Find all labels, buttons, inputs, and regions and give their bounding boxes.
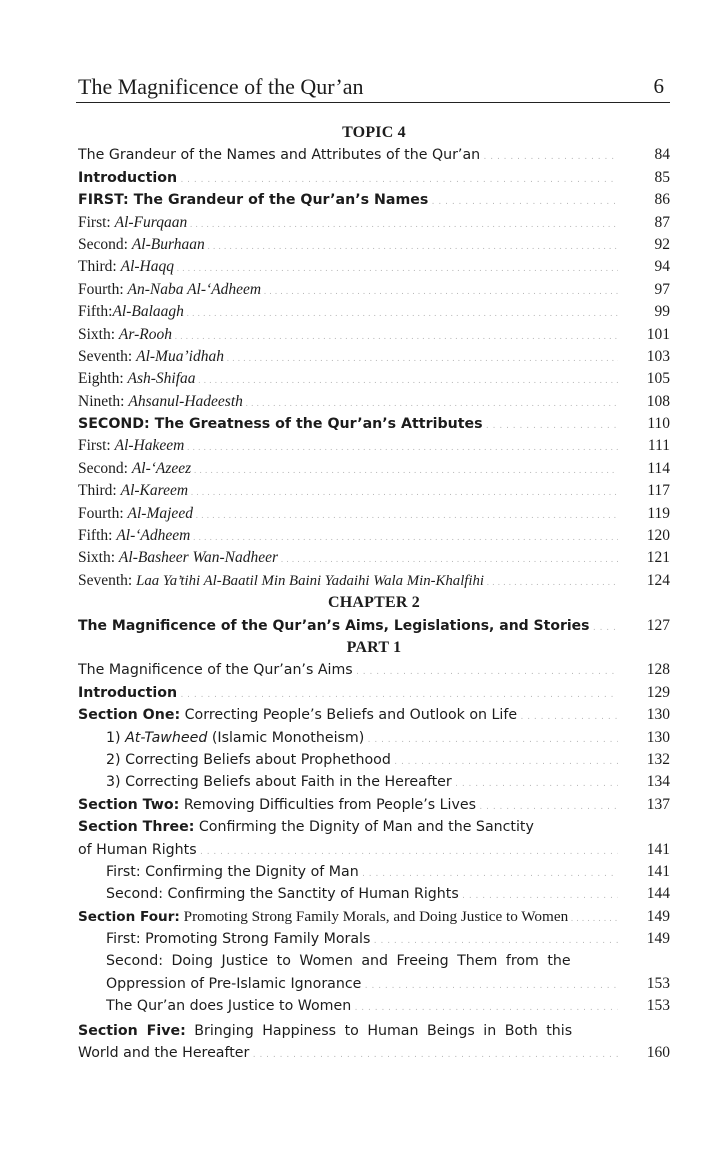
- entry-name: Al-‘Adheem: [116, 527, 191, 545]
- entry-label: First:: [78, 437, 115, 455]
- toc-entry[interactable]: [78, 615, 670, 637]
- entry-label: Nineth:: [78, 392, 129, 410]
- entry-name: Al-‘Azeez: [131, 459, 192, 477]
- toc-entry[interactable]: [78, 749, 670, 771]
- entry-page: 85: [654, 168, 670, 186]
- entry-page: 153: [646, 974, 670, 992]
- entry-label: Section Five:: [78, 1022, 186, 1039]
- entry-page: 97: [654, 280, 670, 298]
- entry-name: Laa Ya’tihi Al-Baatil Min Baini Yadaihi Wala Min-Khalfihi: [136, 572, 485, 589]
- entry-page: 130: [646, 728, 670, 746]
- entry-title: [78, 346, 618, 369]
- toc-entry[interactable]: [78, 301, 670, 323]
- entry-title: [78, 1020, 618, 1067]
- entry-title: [78, 391, 618, 414]
- toc-entry[interactable]: [78, 279, 670, 301]
- entry-page: 92: [654, 235, 670, 253]
- entry-page: 149: [646, 930, 670, 948]
- entry-label: Third:: [78, 258, 121, 276]
- toc-entry[interactable]: [78, 234, 670, 256]
- entry-page: 120: [646, 527, 670, 545]
- toc-entry[interactable]: [78, 570, 670, 592]
- page-number: 6: [653, 74, 664, 98]
- entry-title: The Magnificence of the Qur’an’s Aims . . .: [78, 659, 618, 683]
- entry-title: [78, 234, 618, 257]
- entry-name: Al-Mua’idhah: [136, 347, 224, 365]
- entry-title: [78, 816, 618, 863]
- entry-label: Fourth:: [78, 280, 128, 298]
- entry-label: Third:: [78, 482, 121, 500]
- entry-page: 132: [646, 750, 670, 768]
- toc-entry[interactable]: [78, 906, 670, 928]
- entry-title: Second: Confirming the Sanctity of Human Rights . . .: [106, 883, 618, 907]
- entry-label: Sixth:: [78, 325, 119, 343]
- entry-rest: Correcting People’s Beliefs and Outlook on Life: [180, 707, 518, 724]
- entry-page: 105: [646, 370, 670, 388]
- entry-page: 134: [646, 773, 670, 791]
- entry-line-1: [78, 1020, 618, 1042]
- entry-title: [78, 906, 618, 929]
- toc-entry[interactable]: [78, 144, 670, 166]
- toc-entry[interactable]: [78, 928, 670, 950]
- entry-page: 128: [646, 661, 670, 679]
- entry-title: [106, 727, 618, 751]
- entry-page: 124: [646, 571, 670, 589]
- entry-page: 137: [646, 795, 670, 813]
- toc-entry[interactable]: [78, 368, 670, 390]
- toc-entry[interactable]: [78, 861, 670, 883]
- entry-title: [78, 503, 618, 526]
- entry-page: 160: [646, 1044, 670, 1062]
- entry-label: Eighth:: [78, 370, 128, 388]
- entry-title: [78, 212, 618, 235]
- toc-entry[interactable]: [78, 391, 670, 413]
- toc-entry[interactable]: [78, 346, 670, 368]
- entry-page: 84: [654, 146, 670, 164]
- entry-title: Introduction . . .: [78, 682, 618, 706]
- running-header: [78, 74, 668, 102]
- entry-rest: Promoting Strong Family Morals, and Doing Justice to Women: [179, 907, 569, 925]
- entry-page: 111: [647, 437, 670, 455]
- toc-entry[interactable]: [78, 794, 670, 816]
- toc-entry[interactable]: [78, 212, 670, 234]
- entry-label: Fifth:: [78, 527, 117, 545]
- heading-part-1: PART 1: [346, 638, 402, 656]
- entry-page: 119: [647, 504, 670, 522]
- entry-rest: Confirming the Dignity of Man and the Sanctity: [194, 819, 534, 836]
- toc-entry[interactable]: [78, 704, 670, 726]
- entry-page: 110: [647, 415, 670, 433]
- entry-title: SECOND: The Greatness of the Qur’an’s Attributes . . .: [78, 413, 618, 437]
- toc-entry[interactable]: [78, 167, 670, 189]
- entry-label: Fourth:: [78, 504, 128, 522]
- toc-entry[interactable]: [78, 547, 670, 569]
- entry-page: 153: [646, 997, 670, 1015]
- entry-label: First:: [78, 213, 115, 231]
- entry-title: 2) Correcting Beliefs about Prophethood . . .: [106, 749, 618, 773]
- entry-title: [78, 301, 618, 324]
- entry-title: [78, 256, 618, 279]
- entry-title: First: Promoting Strong Family Morals . . .: [106, 928, 618, 952]
- entry-name: Al-Hakeem: [114, 437, 185, 455]
- entry-title: [78, 458, 618, 481]
- entry-title: [78, 704, 618, 728]
- entry-label: Section One:: [78, 707, 181, 724]
- toc-entry[interactable]: [78, 413, 670, 435]
- toc-entry[interactable]: [78, 480, 670, 502]
- entry-name: Al-Furqaan: [114, 213, 188, 231]
- table-of-contents: [78, 122, 670, 1064]
- toc-entry[interactable]: [78, 727, 670, 749]
- entry-name: Al-Basheer Wan-Nadheer: [118, 549, 279, 567]
- entry-label: Second:: [78, 459, 132, 477]
- entry-page: 129: [646, 683, 670, 701]
- entry-line-2: World and the Hereafter . . .: [78, 1042, 618, 1066]
- entry-label: 1): [106, 729, 126, 746]
- entry-name: Al-Balaagh: [112, 303, 184, 321]
- entry-name: Ar-Rooh: [118, 325, 172, 343]
- toc-entry[interactable]: [78, 1020, 670, 1065]
- entry-label: Seventh:: [78, 347, 137, 365]
- entry-rest: Removing Difficulties from People’s Lives: [179, 796, 477, 813]
- entry-name: An-Naba Al-‘Adheem: [127, 280, 262, 298]
- entry-page: 87: [654, 213, 670, 231]
- entry-page: 114: [647, 459, 670, 477]
- entry-page: 141: [646, 862, 670, 880]
- entry-label: Seventh:: [78, 571, 137, 589]
- toc-entry[interactable]: [78, 458, 670, 480]
- entry-name: Al-Haqq: [120, 258, 175, 276]
- toc-entry[interactable]: [78, 883, 670, 905]
- entry-page: 94: [654, 258, 670, 276]
- entry-line-1: [78, 816, 618, 838]
- entry-title: The Magnificence of the Qur’an’s Aims, Legislations, and Stories . . .: [78, 615, 618, 639]
- entry-title: [78, 368, 618, 391]
- entry-label: Section Two:: [78, 796, 180, 813]
- entry-rest: (Islamic Monotheism): [207, 729, 365, 746]
- entry-page: 99: [654, 303, 670, 321]
- entry-page: 121: [646, 549, 670, 567]
- entry-page: 117: [647, 482, 670, 500]
- entry-title: [78, 435, 618, 458]
- toc-entry[interactable]: [78, 256, 670, 278]
- toc-entry[interactable]: [78, 659, 670, 681]
- entry-title: The Grandeur of the Names and Attributes of the Qur’an . . .: [78, 144, 618, 168]
- entry-page: 108: [646, 392, 670, 410]
- entry-name: Al-Kareem: [120, 482, 189, 500]
- entry-name: Ash-Shifaa: [127, 370, 196, 388]
- entry-page: 141: [646, 840, 670, 858]
- entry-line-2: Oppression of Pre-Islamic Ignorance . . .: [106, 973, 618, 997]
- entry-name: Al-Majeed: [127, 504, 193, 522]
- entry-title: [106, 950, 618, 997]
- entry-title: Introduction . . .: [78, 167, 618, 191]
- entry-page: 101: [646, 325, 670, 343]
- entry-rest: Bringing Happiness to Human Beings in Both this: [185, 1022, 573, 1039]
- entry-line-2: of Human Rights . . .: [78, 839, 618, 863]
- entry-title: [78, 547, 618, 570]
- toc-entry[interactable]: [78, 682, 670, 704]
- toc-entry[interactable]: [78, 324, 670, 346]
- entry-page: 127: [646, 616, 670, 634]
- entry-page: 144: [646, 885, 670, 903]
- header-rule: [76, 102, 670, 103]
- entry-label: Fifth:: [78, 303, 113, 321]
- entry-page: 103: [646, 347, 670, 365]
- toc-entry[interactable]: [78, 950, 670, 995]
- toc-entry[interactable]: [78, 771, 670, 793]
- entry-title: The Qur’an does Justice to Women . . .: [106, 995, 618, 1019]
- entry-name: Ahsanul-Hadeesth: [128, 392, 243, 410]
- heading-chapter-2: CHAPTER 2: [327, 594, 421, 612]
- entry-label: Section Three:: [78, 819, 195, 836]
- toc-entry[interactable]: [78, 189, 670, 211]
- entry-title: First: Confirming the Dignity of Man . . .: [106, 861, 618, 885]
- entry-page: 149: [646, 907, 670, 925]
- toc-entry[interactable]: [78, 503, 670, 525]
- toc-entry[interactable]: [78, 525, 670, 547]
- entry-title: [78, 794, 618, 818]
- book-title: The Magnificence of the Qur’an: [78, 74, 364, 99]
- entry-label: Second:: [78, 235, 132, 253]
- toc-entry[interactable]: [78, 995, 670, 1017]
- toc-entry[interactable]: [78, 816, 670, 861]
- heading-topic-4: TOPIC 4: [342, 124, 406, 141]
- entry-name: At-Tawheed: [125, 729, 208, 746]
- entry-page: 86: [654, 191, 670, 209]
- entry-line-1: Second: Doing Justice to Women and Freeing Them from the: [106, 953, 571, 970]
- toc-entry[interactable]: [78, 435, 670, 457]
- entry-title: [78, 279, 618, 302]
- entry-title: [78, 525, 618, 548]
- entry-label: Sixth:: [78, 549, 119, 567]
- entry-label: Section Four:: [78, 908, 180, 925]
- entry-title: 3) Correcting Beliefs about Faith in the Hereafter . . .: [106, 771, 618, 795]
- entry-title: [78, 324, 618, 347]
- entry-title: FIRST: The Grandeur of the Qur’an’s Names . . .: [78, 189, 618, 213]
- entry-title: [78, 480, 618, 503]
- entry-name: Al-Burhaan: [131, 235, 205, 253]
- entry-title: [78, 570, 618, 593]
- entry-page: 130: [646, 706, 670, 724]
